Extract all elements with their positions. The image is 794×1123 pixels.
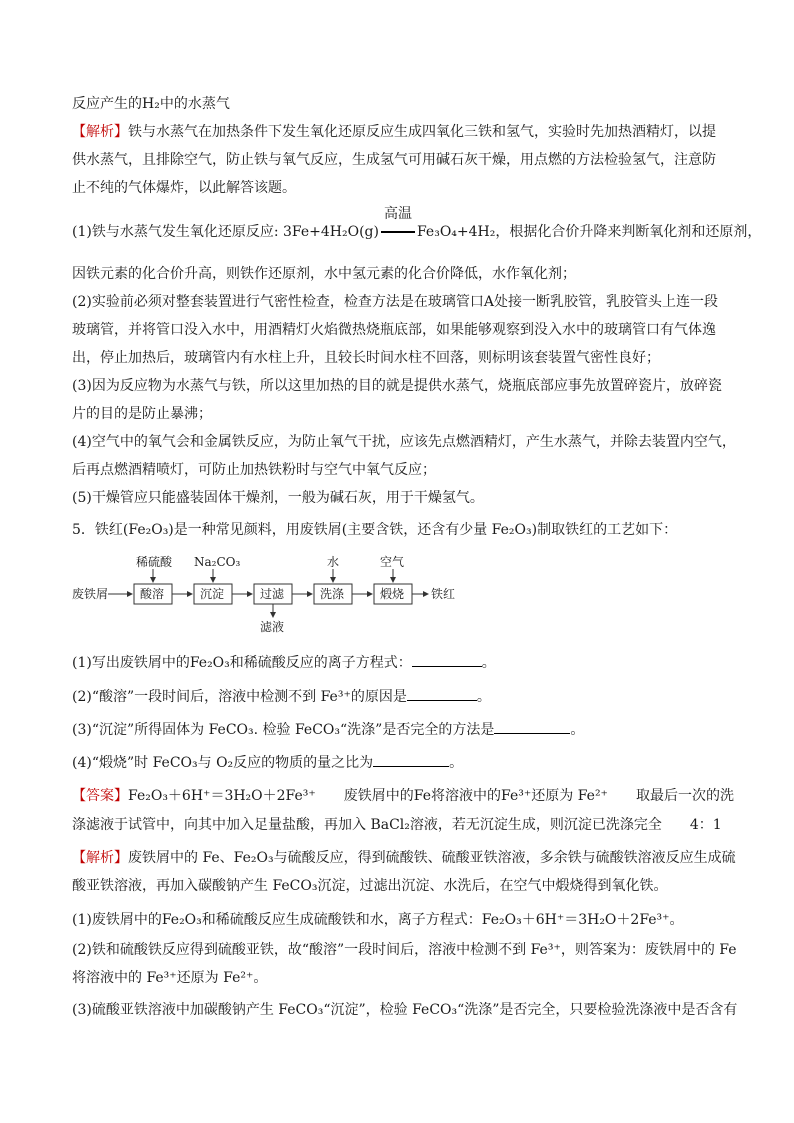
reaction-condition [379,206,417,242]
text-segment: Fe₂O₃＋6H⁺＝3H₂O＋2Fe³⁺ 废铁屑中的Fe将溶液中的Fe³⁺还原为 Fe²⁺ 取最后一次的洗 [128,788,734,804]
flow-byproduct: 滤液 [260,620,285,634]
text-line: (2)实验前必须对整套装置进行气密性检查，检查方法是在玻璃管口A处接一断乳胶管，乳胶管头上连一段 [72,294,718,310]
subquestion-1 [72,652,496,673]
text-line: 后再点燃酒精喷灯，可防止加热铁粉时与空气中氧气反应； [72,462,436,478]
subquestion-3 [72,719,584,740]
text-line: 供水蒸气，且排除空气，防止铁与氧气反应，生成氢气可用碱石灰干燥，用点燃的方法检验氢气，注意防 [72,152,716,168]
text-segment: 废铁屑中的 Fe、Fe₂O₃与硫酸反应，得到硫酸铁、硫酸亚铁溶液，多余铁与硫酸铁溶液反应生成硫 [128,850,736,866]
punctuation: 。 [449,755,464,771]
question-title: 5．铁红(Fe₂O₃)是一种常见颜料，用废铁屑(主要含铁，还含有少量 Fe₂O₃)制取铁红的工艺如下： [72,522,678,538]
text-line: 止不纯的气体爆炸，以此解答该题。 [72,180,296,196]
answer-blank[interactable] [494,719,570,734]
text-line: 因铁元素的化合价升高，则铁作还原剂，水中氢元素的化合价降低，水作氧化剂； [72,266,576,282]
text-segment: (1)铁与水蒸气发生氧化还原反应: 3Fe+4H₂O(g) [72,224,379,240]
answer-line [72,786,734,806]
flow-input-soda: Na₂CO₃ [194,555,241,569]
flow-output: 铁红 [431,587,456,601]
punctuation: 。 [570,722,585,738]
analysis-label: 【解析】 [72,124,128,140]
text-line: (3)硫酸亚铁溶液中加碳酸钠产生 FeCO₃“沉淀”，检验 FeCO₃“洗涤”是否完全，只要检验洗涤液中是否含有 [72,1002,738,1018]
process-flow-diagram [72,555,482,635]
analysis-label: 【解析】 [72,850,128,866]
answer-label: 【答案】 [72,788,128,804]
punctuation: 。 [481,655,496,671]
flow-step-precipitate: 沉淀 [200,587,225,601]
flow-start: 废铁屑 [72,587,109,601]
analysis-line [72,848,736,868]
text-line: 将溶液中的 Fe³⁺还原为 Fe²⁺。 [72,970,268,986]
question-text: (2)“酸溶”一段时间后，溶液中检测不到 Fe³⁺的原因是 [72,689,407,705]
equation-line [72,206,762,242]
answer-blank[interactable] [373,752,449,767]
text-line: 片的目的是防止暴沸； [72,406,212,422]
text-line: (1)废铁屑中的Fe₂O₃和稀硫酸反应生成硫酸铁和水，离子方程式：Fe₂O₃＋6H⁺＝3H₂O＋2Fe³⁺。 [72,912,684,928]
text-line: 涤滤液于试管中，向其中加入足量盐酸，再加入 BaCl₂溶液，若无沉淀生成，则沉淀已洗涤完全 4：1 [72,817,722,833]
subquestion-2 [72,686,491,707]
text-segment: Fe₃O₄+4H₂，根据化合价升降来判断氧化剂和还原剂， [416,224,762,240]
condition-label: 高温 [383,206,412,222]
equals-bar [381,231,415,233]
text-line: (4)空气中的氧气会和金属铁反应，为防止氧气干扰，应该先点燃酒精灯，产生水蒸气，并除去装置内空气， [72,434,736,450]
text-line: 出，停止加热后，玻璃管内有水柱上升，且较长时间水柱不回落，则标明该套装置气密性良好； [72,350,660,366]
answer-blank[interactable] [412,652,482,667]
text-line: (2)铁和硫酸铁反应得到硫酸亚铁，故“酸溶”一段时间后，溶液中检测不到 Fe³⁺，则答案为：废铁屑中的 Fe [72,942,737,958]
text-segment: 铁与水蒸气在加热条件下发生氧化还原反应生成四氧化三铁和氢气，实验时先加热酒精灯，以提 [128,124,716,140]
question-text: (1)写出废铁屑中的Fe₂O₃和稀硫酸反应的离子方程式： [72,655,412,671]
question-text: (3)“沉淀”所得固体为 FeCO₃. 检验 FeCO₃“洗涤”是否完全的方法是 [72,722,495,738]
text-line: 反应产生的H₂中的水蒸气 [72,96,230,112]
answer-blank[interactable] [407,686,477,701]
punctuation: 。 [476,689,491,705]
text-line: 玻璃管，并将管口没入水中，用酒精灯火焰微热烧瓶底部，如果能够观察到没入水中的玻璃管口有气体逸 [72,322,716,338]
question-text: (4)“煅烧”时 FeCO₃与 O₂反应的物质的量之比为 [72,755,374,771]
flow-input-air: 空气 [380,555,405,569]
flow-step-filter: 过滤 [260,587,285,601]
flow-input-acid: 稀硫酸 [136,555,173,569]
flow-step-acid: 酸溶 [140,587,165,601]
subquestion-4 [72,752,463,773]
text-line: 酸亚铁溶液，再加入碳酸钠产生 FeCO₃沉淀，过滤出沉淀、水洗后，在空气中煅烧得到氧化铁。 [72,878,668,894]
text-line: (3)因为反应物为水蒸气与铁，所以这里加热的目的就是提供水蒸气，烧瓶底部应事先放置碎瓷片，放碎瓷 [72,378,722,394]
flow-step-wash: 洗涤 [320,587,345,601]
flow-step-calcine: 煅烧 [380,587,405,601]
text-line: (5)干燥管应只能盛装固体干燥剂，一般为碱石灰，用于干燥氢气。 [72,490,484,506]
flow-input-water: 水 [327,555,340,569]
analysis-line [72,122,716,142]
